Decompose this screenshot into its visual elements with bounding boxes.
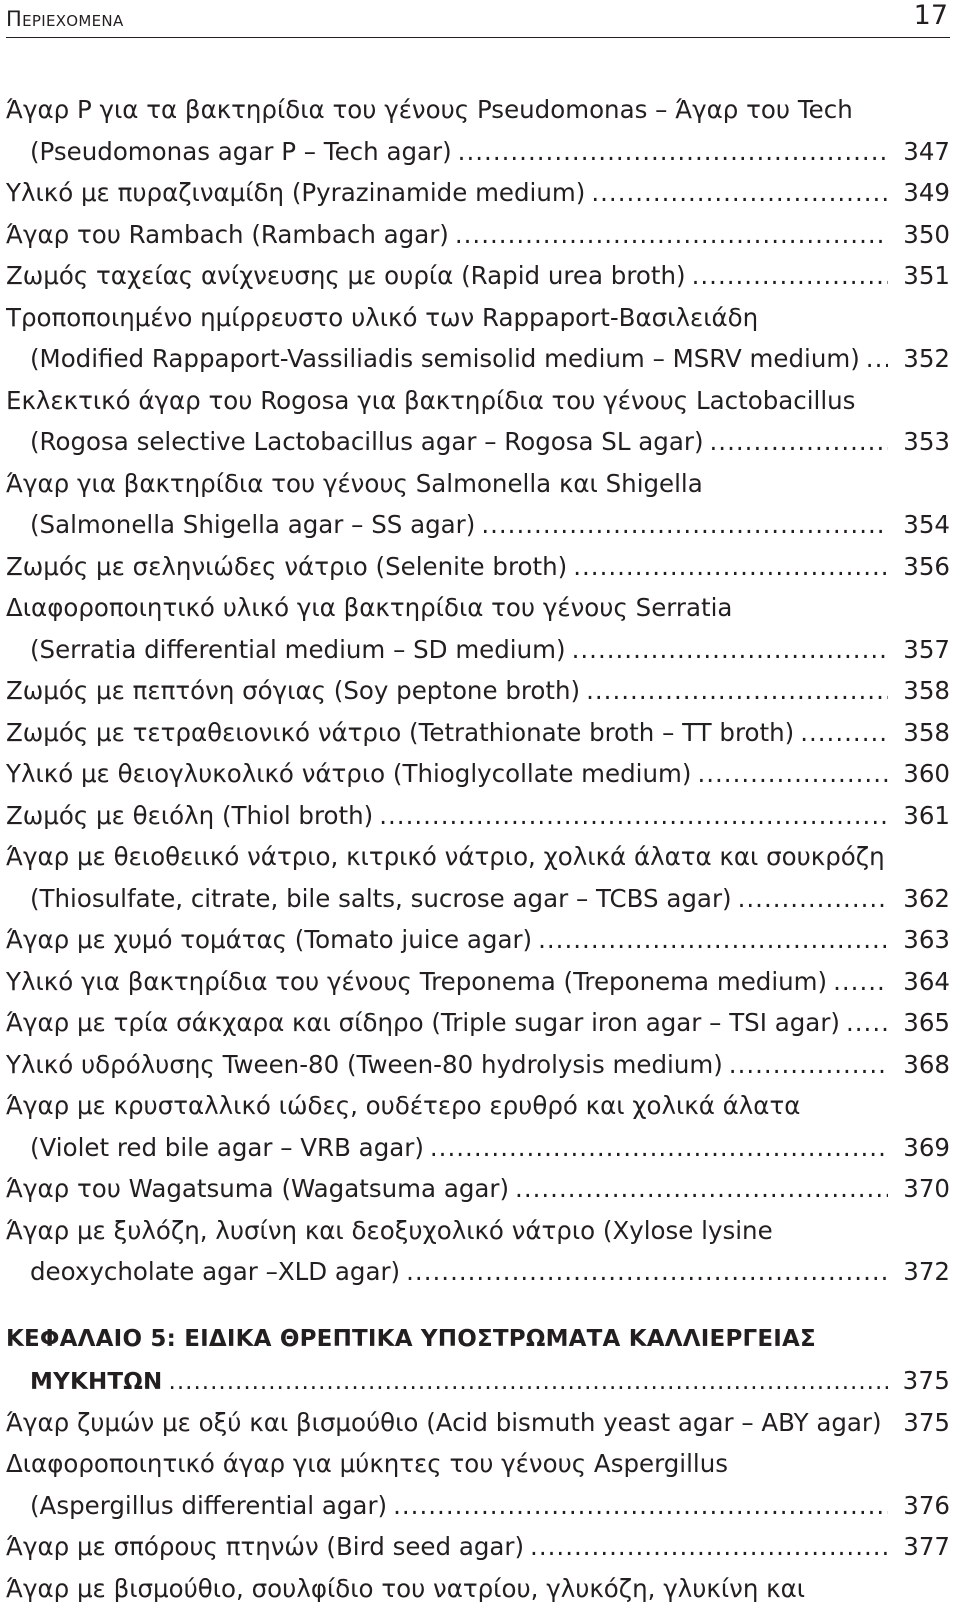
toc-entry-title: (Serratia differential medium – SD medium) xyxy=(30,629,566,671)
toc-entry-title: Άγαρ με κρυσταλλικό ιώδες, ουδέτερο ερυθρό και χολικά άλατα xyxy=(6,1091,800,1120)
toc-page-number: 377 xyxy=(898,1526,950,1568)
toc-entry-line xyxy=(6,1127,950,1169)
dot-leader xyxy=(430,1127,888,1169)
toc-entry-title: Άγαρ P για τα βακτηρίδια του γένους Pseudomonas – Άγαρ του Tech xyxy=(6,95,853,124)
toc-entry xyxy=(6,961,950,1003)
toc-entry-title: (Pseudomonas agar P – Tech agar) xyxy=(30,131,452,173)
toc-entry-title: ΜΥΚΗΤΩΝ xyxy=(30,1362,163,1402)
toc-entry-line xyxy=(6,587,950,629)
toc-page-number: 375 xyxy=(898,1402,950,1444)
toc-entry-title: Εκλεκτικό άγαρ του Rogosa για βακτηρίδια του γένους Lactobacillus xyxy=(6,386,855,415)
toc-entry-title: deoxycholate agar –XLD agar) xyxy=(30,1251,400,1293)
toc-entry-line xyxy=(6,172,950,214)
toc-page-number: 350 xyxy=(898,214,950,256)
toc-entry-title: Υλικό με θειογλυκολικό νάτριο (Thioglycollate medium) xyxy=(6,753,691,795)
toc-entry-title: Άγαρ του Rambach (Rambach agar) xyxy=(6,214,449,256)
toc-page-number: 352 xyxy=(898,338,950,380)
dot-leader xyxy=(729,1044,888,1086)
toc-entry xyxy=(6,1085,950,1168)
dot-leader xyxy=(586,670,888,712)
toc-page-number: 376 xyxy=(898,1485,950,1527)
toc-entry-line xyxy=(6,1319,950,1361)
page-number: 17 xyxy=(914,0,948,31)
toc-entry-line xyxy=(6,1251,950,1293)
toc-entry xyxy=(6,1168,950,1210)
toc-page-number: 375 xyxy=(898,1360,950,1402)
toc-page-number: 349 xyxy=(898,172,950,214)
dot-leader xyxy=(455,214,888,256)
toc-entry-line xyxy=(6,1568,950,1609)
toc-entry-line xyxy=(6,89,950,131)
toc-entry-title: Άγαρ με τρία σάκχαρα και σίδηρο (Triple sugar iron agar – TSI agar) xyxy=(6,1002,840,1044)
table-of-contents xyxy=(6,89,950,1609)
toc-entry xyxy=(6,1402,950,1444)
toc-page-number: 372 xyxy=(898,1251,950,1293)
toc-entry-line xyxy=(6,629,950,671)
toc-entry-line xyxy=(6,338,950,380)
toc-entry-line xyxy=(6,1526,950,1568)
toc-page-number: 370 xyxy=(898,1168,950,1210)
toc-page-number: 361 xyxy=(898,795,950,837)
dot-leader xyxy=(481,504,888,546)
header-title: Περιεχομενα xyxy=(6,7,124,31)
toc-entry-line xyxy=(6,919,950,961)
dot-leader xyxy=(515,1168,888,1210)
toc-entry-title: Ζωμός με θειόλη (Thiol broth) xyxy=(6,795,373,837)
toc-entry-title: Άγαρ με ξυλόζη, λυσίνη και δεοξυχολικό νάτριο (Xylose lysine xyxy=(6,1216,773,1245)
dot-leader xyxy=(738,878,888,920)
toc-entry-line xyxy=(6,670,950,712)
toc-entry xyxy=(6,546,950,588)
toc-page-number: 362 xyxy=(898,878,950,920)
toc-entry xyxy=(6,1210,950,1293)
toc-entry xyxy=(6,255,950,297)
toc-entry-line xyxy=(6,1360,950,1402)
toc-entry-title: Υλικό για βακτηρίδια του γένους Treponema (Treponema medium) xyxy=(6,961,827,1003)
toc-entry-line xyxy=(6,1210,950,1252)
dot-leader xyxy=(393,1485,888,1527)
toc-page-number: 351 xyxy=(898,255,950,297)
toc-page-number: 358 xyxy=(898,670,950,712)
toc-entry-line xyxy=(6,131,950,173)
toc-page-number: 358 xyxy=(898,712,950,754)
toc-entry-title: Υλικό με πυραζιναμίδη (Pyrazinamide medium) xyxy=(6,172,585,214)
toc-entry xyxy=(6,214,950,256)
toc-entry-title: Άγαρ με θειοθειικό νάτριο, κιτρικό νάτριο, χολικά άλατα και σουκρόζη xyxy=(6,842,885,871)
toc-page-number: 353 xyxy=(898,421,950,463)
toc-entry-line xyxy=(6,214,950,256)
dot-leader xyxy=(530,1526,888,1568)
toc-page-number: 365 xyxy=(898,1002,950,1044)
toc-entry-title: (Modified Rappaport-Vassiliadis semisolid medium – MSRV medium) xyxy=(30,338,860,380)
toc-page-number: 354 xyxy=(898,504,950,546)
toc-entry xyxy=(6,795,950,837)
toc-page-number: 363 xyxy=(898,919,950,961)
toc-entry-line xyxy=(6,753,950,795)
dot-leader xyxy=(692,255,888,297)
toc-entry-line xyxy=(6,1168,950,1210)
toc-entry-line xyxy=(6,297,950,339)
toc-entry-line xyxy=(6,463,950,505)
dot-leader xyxy=(710,421,889,463)
toc-entry-line xyxy=(6,836,950,878)
dot-leader xyxy=(846,1002,888,1044)
toc-entry xyxy=(6,836,950,919)
toc-entry xyxy=(6,712,950,754)
toc-entry xyxy=(6,919,950,961)
toc-entry-title: Άγαρ με χυμό τομάτας (Tomato juice agar) xyxy=(6,919,532,961)
toc-entry-title: (Aspergillus differential agar) xyxy=(30,1485,387,1527)
toc-entry-title: Τροποποιημένο ημίρρευστο υλικό των Rappaport-Βασιλειάδη xyxy=(6,303,758,332)
toc-entry-title: Διαφοροποιητικό υλικό για βακτηρίδια του γένους Serratia xyxy=(6,593,732,622)
toc-entry xyxy=(6,1044,950,1086)
toc-entry-title: Άγαρ του Wagatsuma (Wagatsuma agar) xyxy=(6,1168,509,1210)
dot-leader xyxy=(572,629,888,671)
toc-entry-title: Ζωμός με σεληνιώδες νάτριο (Selenite broth) xyxy=(6,546,567,588)
toc-entry-line xyxy=(6,795,950,837)
dot-leader xyxy=(573,546,888,588)
toc-entry xyxy=(6,463,950,546)
toc-entry-line xyxy=(6,1002,950,1044)
toc-page-number: 356 xyxy=(898,546,950,588)
toc-entry-title: Ζωμός με πεπτόνη σόγιας (Soy peptone broth) xyxy=(6,670,580,712)
toc-entry xyxy=(6,587,950,670)
toc-entry-title: Άγαρ με βισμούθιο, σουλφίδιο του νατρίου, γλυκόζη, γλυκίνη και xyxy=(6,1574,805,1603)
toc-entry-title: (Rogosa selective Lactobacillus agar – Rogosa SL agar) xyxy=(30,421,704,463)
toc-entry-title: Άγαρ για βακτηρίδια του γένους Salmonella και Shigella xyxy=(6,469,703,498)
toc-entry-title: Ζωμός ταχείας ανίχνευσης με ουρία (Rapid urea broth) xyxy=(6,255,686,297)
dot-leader xyxy=(406,1251,888,1293)
toc-entry xyxy=(6,1526,950,1568)
toc-entry-line xyxy=(6,1085,950,1127)
toc-entry-title: Υλικό υδρόλυσης Tween-80 (Tween-80 hydrolysis medium) xyxy=(6,1044,723,1086)
running-header xyxy=(6,0,950,38)
toc-entry xyxy=(6,297,950,380)
toc-entry-line xyxy=(6,712,950,754)
toc-entry-line xyxy=(6,504,950,546)
toc-entry-title: ΚΕΦΑΛΑΙΟ 5: ΕΙΔΙΚΑ ΘΡΕΠΤΙΚΑ ΥΠΟΣΤΡΩΜΑΤΑ ΚΑΛΛΙΕΡΓΕΙΑΣ xyxy=(6,1326,816,1352)
dot-leader xyxy=(800,712,888,754)
dot-leader xyxy=(538,919,888,961)
toc-entry-line xyxy=(6,546,950,588)
toc-page-number: 368 xyxy=(898,1044,950,1086)
toc-entry xyxy=(6,1443,950,1526)
toc-entry xyxy=(6,670,950,712)
toc-entry xyxy=(6,1002,950,1044)
toc-entry-line xyxy=(6,421,950,463)
toc-entry xyxy=(6,753,950,795)
toc-page-number: 347 xyxy=(898,131,950,173)
toc-entry-line xyxy=(6,1402,950,1444)
toc-entry-line xyxy=(6,1044,950,1086)
toc-page-number: 357 xyxy=(898,629,950,671)
dot-leader xyxy=(379,795,888,837)
dot-leader xyxy=(866,338,888,380)
toc-entry xyxy=(6,1568,950,1609)
dot-leader xyxy=(697,753,888,795)
dot-leader xyxy=(833,961,888,1003)
dot-leader xyxy=(591,172,888,214)
toc-entry-title: Άγαρ με σπόρους πτηνών (Bird seed agar) xyxy=(6,1526,524,1568)
toc-entry xyxy=(6,89,950,172)
toc-entry-line xyxy=(6,380,950,422)
toc-entry-title: Άγαρ ζυμών με οξύ και βισμούθιο (Acid bismuth yeast agar – ABY agar) xyxy=(6,1402,882,1444)
toc-page-number: 360 xyxy=(898,753,950,795)
toc-entry xyxy=(6,380,950,463)
toc-entry-title: (Salmonella Shigella agar – SS agar) xyxy=(30,504,475,546)
toc-page-number: 364 xyxy=(898,961,950,1003)
toc-entry-title: Διαφοροποιητικό άγαρ για μύκητες του γένους Aspergillus xyxy=(6,1449,728,1478)
toc-entry-line xyxy=(6,1485,950,1527)
toc-entry-line xyxy=(6,255,950,297)
toc-entry-line xyxy=(6,1443,950,1485)
toc-entry-line xyxy=(6,961,950,1003)
dot-leader xyxy=(458,131,888,173)
toc-entry-line xyxy=(6,878,950,920)
dot-leader xyxy=(169,1362,888,1402)
toc-entry-title: (Thiosulfate, citrate, bile salts, sucrose agar – TCBS agar) xyxy=(30,878,732,920)
toc-page-number: 369 xyxy=(898,1127,950,1169)
toc-entry xyxy=(6,172,950,214)
toc-entry-title: Ζωμός με τετραθειονικό νάτριο (Tetrathionate broth – TT broth) xyxy=(6,712,794,754)
chapter-heading xyxy=(6,1319,950,1402)
toc-entry-title: (Violet red bile agar – VRB agar) xyxy=(30,1127,424,1169)
